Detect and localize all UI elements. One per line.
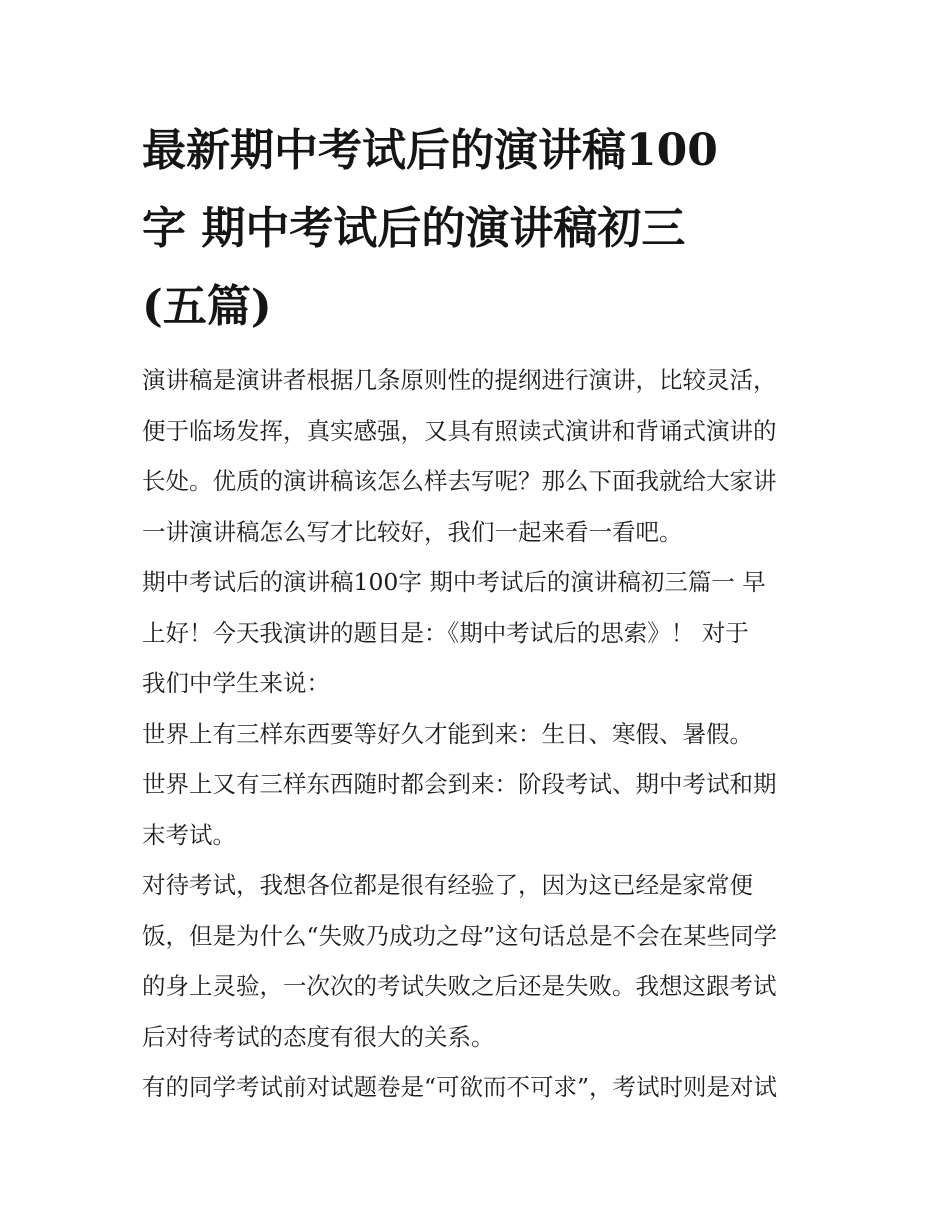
text-line: 饭，但是为什么“失败乃成功之母”这句话总是不会在某些同学 xyxy=(142,921,778,950)
text-line: 期中考试后的演讲稿100字 期中考试后的演讲稿初三篇一 早 xyxy=(142,568,766,596)
text-line: 对待考试，我想各位都是很有经验了，因为这已经是家常便 xyxy=(142,871,753,899)
text-line: 末考试。 xyxy=(142,820,236,849)
paragraph-students-before-exam xyxy=(142,1062,777,1113)
text-line: 的身上灵验，一次次的考试失败之后还是失败。我想这跟考试 xyxy=(142,972,777,1001)
text-line: 上好！今天我演讲的题目是：《期中考试后的思索》！ 对于 xyxy=(142,618,749,647)
text-line: 世界上有三样东西要等好久才能到来：生日、寒假、暑假。 xyxy=(142,720,753,748)
document-title xyxy=(142,112,822,346)
title-line: (五篇) xyxy=(142,281,272,332)
paragraph-three-things-slow xyxy=(142,709,753,760)
paragraph-speech-opening xyxy=(142,557,766,709)
text-line: 世界上又有三样东西随时都会到来：阶段考试、期中考试和期 xyxy=(142,770,777,798)
paragraph-intro xyxy=(142,355,777,557)
text-line: 有的同学考试前对试题卷是“可欲而不可求”，考试时则是对试 xyxy=(142,1073,778,1101)
paragraph-exam-attitude xyxy=(142,860,777,1062)
paragraph-three-things-fast xyxy=(142,759,777,860)
text-line: 演讲稿是演讲者根据几条原则性的提纲进行演讲，比较灵活， xyxy=(142,366,777,394)
text-line: 便于临场发挥，真实感强，又具有照读式演讲和背诵式演讲的 xyxy=(142,416,777,445)
title-line: 字 期中考试后的演讲稿初三 xyxy=(142,203,686,254)
text-line: 一讲演讲稿怎么写才比较好，我们一起来看一看吧。 xyxy=(142,517,683,546)
text-line: 我们中学生来说： xyxy=(142,669,330,698)
text-line: 后对待考试的态度有很大的关系。 xyxy=(142,1022,495,1051)
title-line: 最新期中考试后的演讲稿100 xyxy=(142,125,718,176)
text-line: 长处。优质的演讲稿该怎么样去写呢？那么下面我就给大家讲 xyxy=(142,467,777,496)
